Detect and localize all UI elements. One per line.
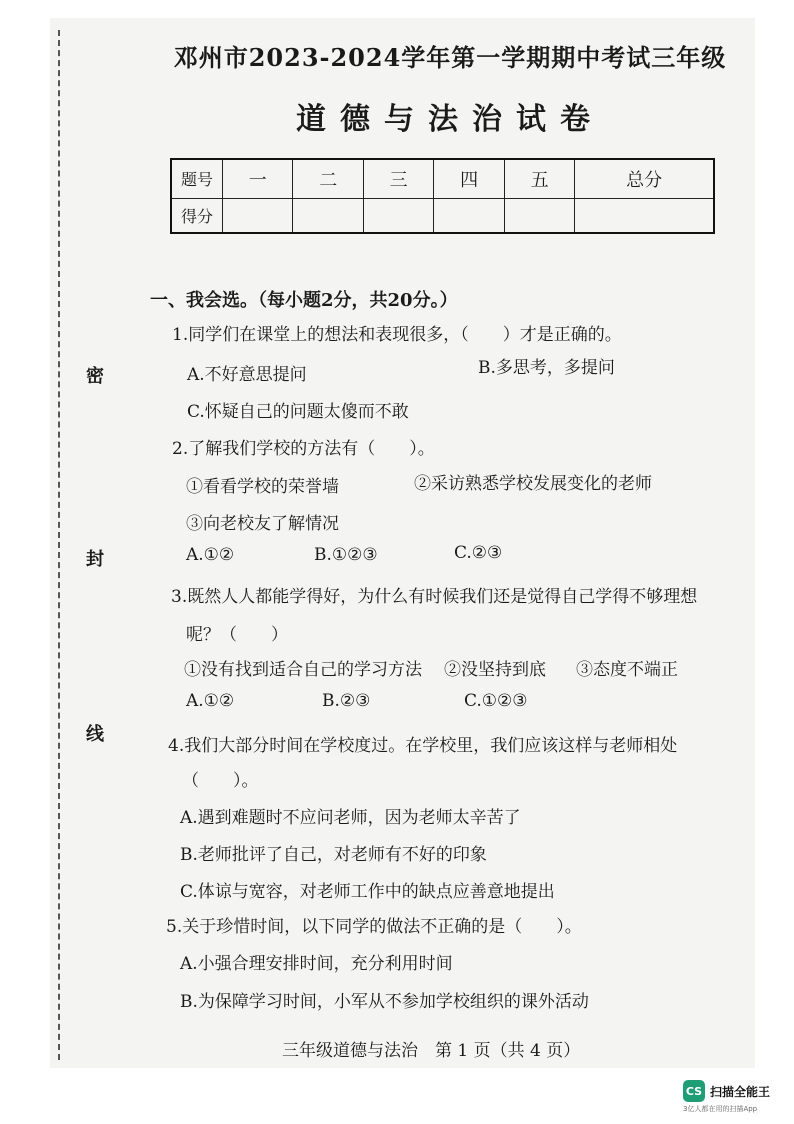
score-table [170, 158, 715, 234]
question-2-statement-3: ③向老校友了解情况 [186, 514, 339, 534]
question-1-option-a: A.不好意思提问 [187, 365, 307, 385]
question-1-option-b: B.多思考，多提问 [478, 358, 615, 378]
score-table-score-row [171, 198, 714, 233]
question-2-statement-2: ②采访熟悉学校发展变化的老师 [414, 474, 652, 494]
scanner-watermark [683, 1080, 770, 1102]
question-5-option-b: B.为保障学习时间，小军从不参加学校组织的课外活动 [180, 992, 589, 1012]
column-header: 二 [293, 159, 363, 198]
row-label-question-number: 题号 [171, 159, 223, 198]
question-4-option-b: B.老师批评了自己，对老师有不好的印象 [180, 845, 487, 865]
question-3-stem-line-1: 3.既然人人都能学得好，为什么有时候我们还是觉得自己学得不够理想 [171, 587, 698, 607]
question-2-statement-1: ①看看学校的荣誉墙 [186, 477, 339, 497]
question-3-statement-1: ①没有找到适合自己的学习方法 [184, 660, 422, 680]
question-3-stem-line-2: 呢？（ ） [186, 625, 288, 645]
exam-title: 邓州市2023-2024学年第一学期期中考试三年级 [173, 43, 727, 72]
camscanner-logo-icon: CS [683, 1080, 705, 1102]
question-5-stem: 5.关于珍惜时间，以下同学的做法不正确的是（ ）。 [166, 917, 582, 937]
column-header: 四 [434, 159, 504, 198]
question-3-option-a: A.①② [186, 691, 235, 711]
score-cell [504, 198, 574, 233]
score-table-header-row [171, 159, 714, 198]
question-3-option-b: B.②③ [322, 691, 371, 711]
seal-char-xian: 线 [86, 724, 104, 745]
scanner-tagline: 3亿人都在用的扫描App [683, 1105, 758, 1113]
row-label-score: 得分 [171, 198, 223, 233]
question-3-statement-2: ②没坚持到底 [444, 660, 546, 680]
question-2-option-b: B.①②③ [314, 545, 378, 565]
question-4-stem-line-2: （ ）。 [182, 771, 259, 791]
question-4-stem-line-1: 4.我们大部分时间在学校度过。在学校里，我们应该这样与老师相处 [168, 736, 678, 756]
question-3-statement-3: ③态度不端正 [576, 660, 678, 680]
page-footer: 三年级道德与法治 第 1 页（共 4 页） [282, 1041, 581, 1061]
column-header: 一 [223, 159, 293, 198]
question-2-option-c: C.②③ [454, 543, 503, 563]
score-cell [575, 198, 714, 233]
score-cell [434, 198, 504, 233]
column-header: 三 [363, 159, 433, 198]
question-4-option-a: A.遇到难题时不应问老师，因为老师太辛苦了 [180, 808, 521, 828]
scanner-app-name: 扫描全能王 [710, 1084, 771, 1099]
question-4-option-c: C.体谅与宽容，对老师工作中的缺点应善意地提出 [180, 882, 555, 902]
question-1-option-c: C.怀疑自己的问题太傻而不敢 [187, 402, 409, 422]
score-cell [363, 198, 433, 233]
seal-char-mi: 密 [86, 366, 104, 387]
question-5-option-a: A.小强合理安排时间，充分利用时间 [180, 954, 453, 974]
exam-subtitle: 道德与法治试卷 [296, 102, 604, 137]
binding-margin-line [58, 30, 62, 1060]
question-3-option-c: C.①②③ [464, 691, 528, 711]
question-2-option-a: A.①② [186, 545, 235, 565]
question-2-stem: 2.了解我们学校的方法有（ ）。 [172, 439, 435, 459]
score-cell [293, 198, 363, 233]
column-header: 总分 [575, 159, 714, 198]
section-heading: 一、我会选。（每小题2分，共20分。） [150, 290, 458, 311]
column-header: 五 [504, 159, 574, 198]
question-1-stem: 1.同学们在课堂上的想法和表现很多，（ ）才是正确的。 [172, 325, 622, 345]
score-cell [223, 198, 293, 233]
seal-char-feng: 封 [86, 549, 104, 570]
